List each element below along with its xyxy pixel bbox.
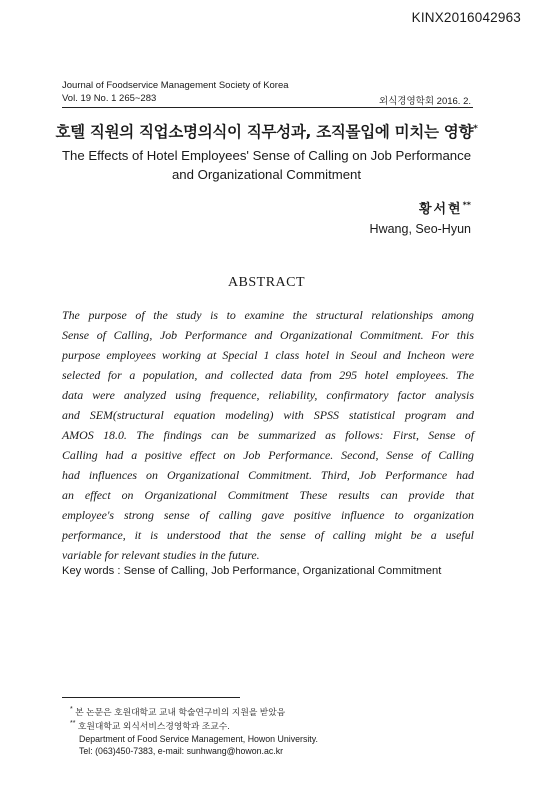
footnote-1-mark: * — [70, 706, 73, 713]
abstract-line: selected for a population, and collected data from 295 hotel employees. The — [62, 368, 474, 382]
author-english: Hwang, Seo-Hyun — [369, 222, 471, 236]
title-footnote-mark: * — [473, 123, 478, 134]
footnote-2-text: 호원대학교 외식서비스경영학과 조교수. — [77, 721, 230, 732]
title-english — [0, 146, 533, 184]
keywords-label: Key words : — [62, 565, 124, 577]
footnote-2 — [70, 718, 318, 732]
author-footnote-mark: ** — [462, 200, 471, 210]
abstract-line: performance, it is understood that the sense of calling might be a useful — [62, 528, 474, 542]
abstract-line: purpose employees working at Special 1 class hotel in Seoul and Incheon were — [62, 348, 474, 362]
abstract-line: data were analyzed using frequence, reliability, confirmatory factor analysis — [62, 388, 474, 402]
footnote-1-text: 본 논문은 호원대학교 교내 학술연구비의 지원을 받았음 — [75, 706, 286, 717]
keywords-values: Sense of Calling, Job Performance, Organizational Commitment — [123, 565, 442, 577]
journal-name: Journal of Foodservice Management Society of Korea — [62, 80, 289, 91]
title-english-line-2: and Organizational Commitment — [171, 167, 362, 182]
abstract-line: employee's strong sense of calling gave positive influence to organization — [62, 508, 474, 522]
document-id: KINX2016042963 — [411, 10, 521, 25]
title-english-line-1: The Effects of Hotel Employees' Sense of Calling on Job Performance — [61, 148, 472, 163]
title-korean-text: 호텔 직원의 직업소명의식이 직무성과, 조직몰입에 미치는 영향 — [55, 123, 474, 141]
abstract-line: Sense of Calling, Job Performance and Organizational Commitment. For this — [62, 328, 474, 342]
keywords — [62, 565, 441, 577]
journal-korean-name-date: 외식경영학회 2016. 2. — [378, 96, 471, 107]
header-divider — [62, 107, 473, 108]
abstract-line: The purpose of the study is to examine the structural relationships among — [62, 308, 474, 322]
author-korean-name: 황서현 — [418, 202, 463, 217]
abstract-heading: ABSTRACT — [227, 275, 306, 290]
abstract-line: an effect on Organizational Commitment These results can provide that — [62, 488, 474, 502]
abstract-line: Calling had a positive effect on Job Performance. Second, Sense of Calling — [62, 448, 474, 462]
footnote-2-contact: Tel: (063)450-7383, e-mail: sunhwang@howon.ac.kr — [79, 746, 284, 757]
abstract-body — [62, 305, 474, 565]
footnote-2-department: Department of Food Service Management, Howon University. — [79, 733, 318, 744]
author-korean — [419, 198, 471, 217]
abstract-line: and SEM(structural equation modeling) with SPSS statistical program and — [62, 408, 474, 422]
abstract-line: AMOS 18.0. The findings can be summarized as follows: First, Sense of — [62, 428, 474, 442]
title-korean — [0, 120, 533, 142]
footnote-divider — [62, 697, 240, 698]
footnote-1 — [70, 704, 318, 718]
footnotes — [70, 704, 318, 758]
footnote-2-mark: ** — [70, 720, 76, 728]
abstract-line: variable for relevant studies in the future. — [62, 548, 260, 562]
volume-pages: Vol. 19 No. 1 265~283 — [62, 93, 157, 104]
abstract-line: had influences on Organizational Commitment. Third, Job Performance had — [62, 468, 474, 482]
